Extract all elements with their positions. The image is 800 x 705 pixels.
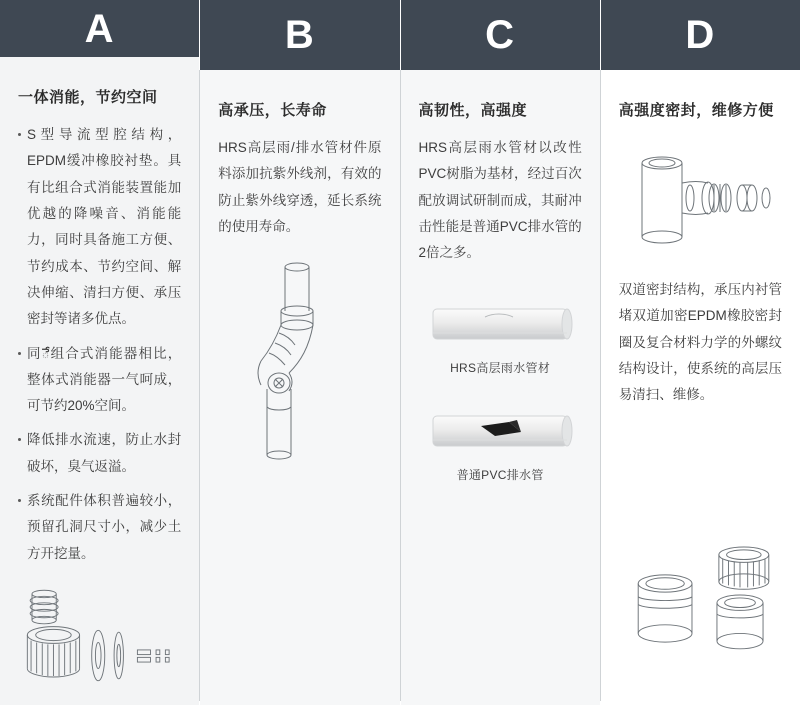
column-body-d (601, 70, 800, 705)
column-heading-a: 一体消能，节约空间 (18, 89, 158, 106)
letter-band-c (401, 0, 600, 70)
coupling-pair-diagram (619, 531, 782, 661)
exploded-fitting-diagram (18, 575, 181, 695)
column-body-a (0, 57, 199, 705)
column-body-b (200, 70, 399, 705)
list-item: S型导流型腔结构，EPDM缓冲橡胶衬垫。具有比组合式消能装置能加优越的降噪音、消能能力，同时具备施工方便、节约成本、节约空间、解决伸缩、清扫方便、承压密封等诸多优点。 (18, 122, 181, 333)
column-letter-b: B (284, 13, 315, 57)
list-item: 系统配件体积普遍较小，预留孔洞尺寸小，减少土方开挖量。 (18, 488, 181, 567)
column-letter-c: C (485, 13, 516, 57)
feature-column-a (0, 0, 199, 705)
column-body-c (401, 70, 600, 705)
column-letter-a: A (84, 6, 115, 51)
spacer (619, 419, 782, 531)
column-heading-b: 高承压，长寿命 (218, 102, 327, 119)
pvc-pipe-caption: 普通PVC排水管 (456, 467, 544, 482)
hrs-pipe-sample (419, 293, 582, 353)
column-heading-c: 高韧性，高强度 (418, 102, 528, 119)
feature-column-b (200, 0, 399, 705)
column-heading-d: 高强度密封，维修方便 (618, 102, 774, 119)
tee-fitting-diagram (619, 141, 782, 261)
feature-column-d (601, 0, 800, 705)
feature-column-c (401, 0, 600, 705)
feature-list-a (18, 122, 181, 575)
column-letter-d: D (685, 13, 716, 57)
letter-band-b (200, 0, 399, 70)
list-item: 降低排水流速，防止水封破坏，臭气返溢。 (18, 427, 181, 480)
column-paragraph-b: HRS高层雨/排水管材件原料添加抗紫外线剂，有效的防止紫外线穿透，延长系统的使用寿命。 (218, 140, 382, 234)
pvc-pipe-sample (419, 400, 582, 460)
letter-band-a (0, 0, 199, 57)
column-paragraph-c: HRS高层雨水管材以改性PVC树脂为基材，经过百次配放调试研制而成，其耐冲击性能是普通PVC排水管的2倍之多。 (418, 140, 582, 261)
list-item: 同ేే组合式消能器相比，整体式消能器一气呵成，可节约20%空间。 (18, 341, 181, 420)
column-paragraph-d: 双道密封结构，承压内衬管堵双道加密EPDM橡胶密封圈及复合材料力学的外螺纹结构设计，使系统的高层压易清扫、维修。 (618, 282, 782, 403)
bent-pipe-diagram (218, 255, 381, 465)
letter-band-d (601, 0, 800, 70)
hrs-pipe-caption: HRS高层雨水管材 (450, 360, 551, 375)
spacer (419, 497, 582, 695)
